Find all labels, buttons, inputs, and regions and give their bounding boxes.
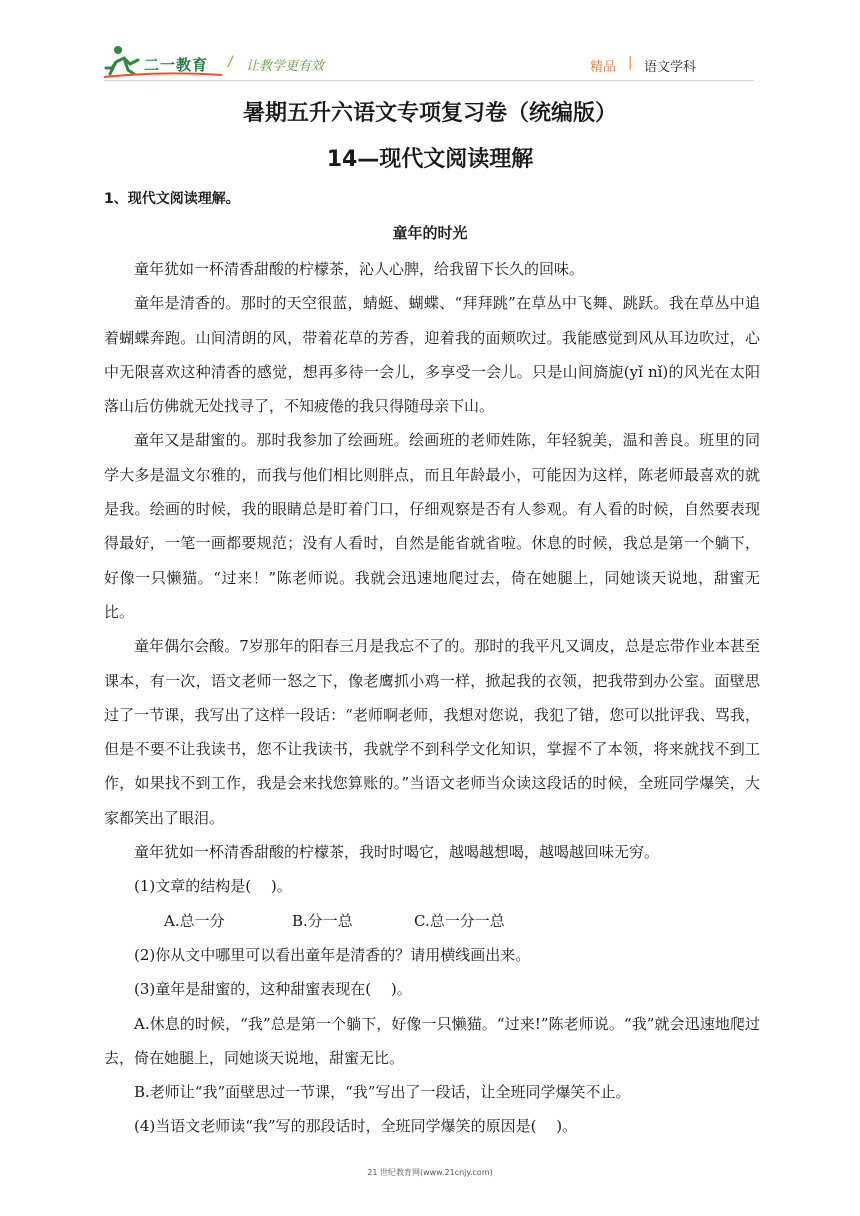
badge-subject: 语文学科	[644, 60, 697, 75]
question-2: (2)你从文中哪里可以看出童年是清香的？请用横线画出来。	[134, 945, 531, 964]
question-3-option-b: B.老师让“我”面壁思过一节课，“我”写出了一段话，让全班同学爆笑不止。	[134, 1083, 631, 1102]
question-1: (1)文章的结构是( )。	[134, 877, 292, 896]
question-3: (3)童年是甜蜜的，这种甜蜜表现在( )。	[134, 980, 412, 999]
paragraph: 童年偶尔会酸。7岁那年的阳春三月是我忘不了的。那时的我平凡又调皮，总是忘带作业本甚至课本，有一次，语文老师一怒之下，像老鹰抓小鸡一样，掀起我的衣领，把我带到办公室。面壁思过了一节课，我写出了这样一段话：“老师啊老师，我想对您说，我犯了错，您可以批评我、骂我，但是不要不让我读书，您不让我读书，我就学不到科学文化知识，掌握不了本领，将来就找不到工作，如果找不到工作，我是会来找您算账的。”当语文老师当众读这段话的时候，全班同学爆笑，大家都笑出了眼泪。	[104, 637, 760, 827]
paragraph: 童年犹如一杯清香甜酸的柠檬茶，沁人心脾，给我留下长久的回味。	[134, 260, 585, 278]
question-1-options	[104, 904, 760, 938]
document-body	[104, 252, 760, 1144]
slogan: 让教学更有效	[246, 59, 325, 74]
question-heading: 1、现代文阅读理解。	[104, 191, 240, 207]
page-footer: 21 世纪教育网(www.21cnjy.com)	[367, 1168, 493, 1177]
passage-title: 童年的时光	[392, 224, 468, 242]
option-b: B.分一总	[292, 911, 353, 930]
paragraph: 童年又是甜蜜的。那时我参加了绘画班。绘画班的老师姓陈，年轻貌美，温和善良。班里的同学大多是温文尔雅的，而我与他们相比则胖点，而且年龄最小，可能因为这样，陈老师最喜欢的就是我。绘画的时候，我的眼睛总是盯着门口，仔细观察是否有人参观。有人看的时候，自然要表现得最好，一笔一画都要规范；没有人看时，自然是能省就省啦。休息的时候，我总是第一个躺下，好像一只懒猫。“过来！”陈老师说。我就会迅速地爬过去，倚在她腿上，同她谈天说地，甜蜜无比。	[104, 431, 760, 621]
logo-text: 二一教育	[144, 56, 209, 74]
paragraph: 童年是清香的。那时的天空很蓝，蜻蜓、蝴蝶、“拜拜跳”在草丛中飞舞、跳跃。我在草丛中追着蝴蝶奔跑。山间清朗的风，带着花草的芳香，迎着我的面颊吹过。我能感觉到风从耳边吹过，心中无限喜欢这种清香的感觉，想再多待一会儿，多享受一会儿。只是山间旖旎(yǐ nǐ)的风光在太阳落山后仿佛就无处找寻了，不知疲倦的我只得随母亲下山。	[104, 294, 760, 416]
question-3-option-a: A.休息的时候，“我”总是第一个躺下，好像一只懒猫。“过来!”陈老师说。“我”就会迅速地爬过去，倚在她腿上，同她谈天说地，甜蜜无比。	[104, 1014, 760, 1067]
slogan-divider: /	[228, 54, 233, 70]
header-rule	[104, 80, 754, 81]
badge-quality: 精品	[590, 60, 617, 75]
badge-divider: |	[628, 55, 633, 70]
option-c: C.总一分一总	[414, 911, 505, 930]
page-subtitle: 14—现代文阅读理解	[326, 147, 534, 172]
page-title: 暑期五升六语文专项复习卷（统编版）	[242, 101, 617, 126]
paragraph: 童年犹如一杯清香甜酸的柠檬茶，我时时喝它，越喝越想喝，越喝越回味无穷。	[134, 843, 660, 862]
page-header	[0, 0, 860, 90]
option-a: A.总一分	[164, 911, 225, 930]
question-4: (4)当语文老师读“我”写的那段话时，全班同学爆笑的原因是( )。	[134, 1117, 578, 1136]
